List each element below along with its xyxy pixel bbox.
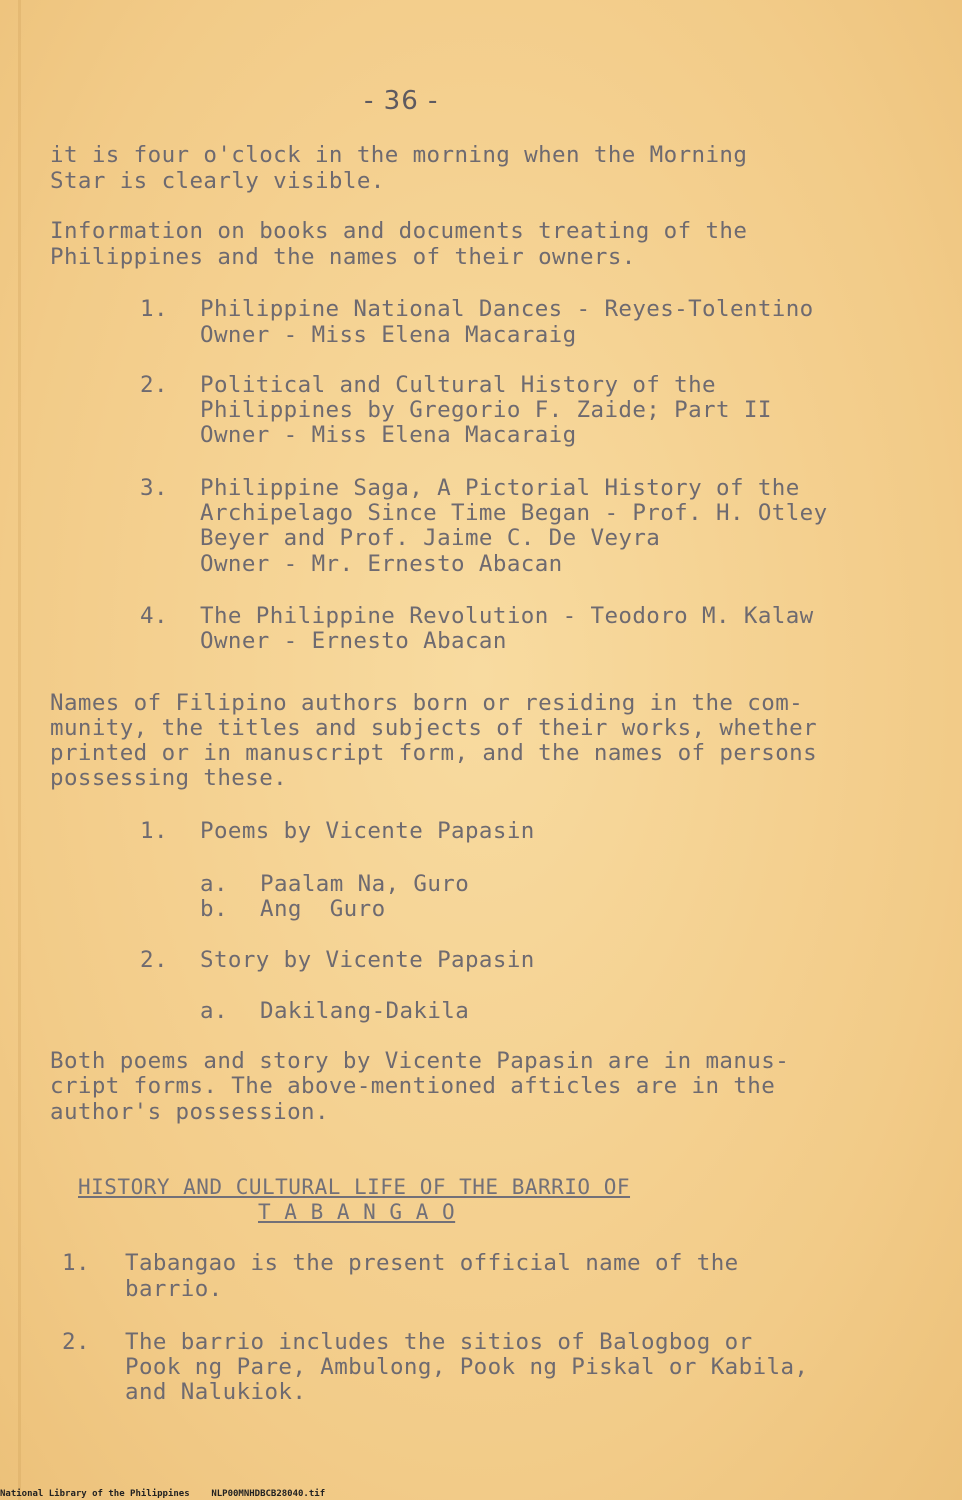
book-item-line: Philippines by Gregorio F. Zaide; Part II	[200, 397, 772, 423]
work-sub-title: Dakilang-Dakila	[260, 998, 470, 1024]
book-item-line: Political and Cultural History of the	[200, 372, 717, 398]
history-item-line: and Nalukiok.	[125, 1379, 307, 1405]
paragraph-4-line: cript forms. The above-mentioned afticles are in the	[50, 1073, 776, 1099]
history-item-line: barrio.	[125, 1276, 223, 1302]
work-sub-letter: b.	[200, 896, 228, 922]
work-item-title: Story by Vicente Papasin	[200, 947, 535, 973]
book-item-line: Owner - Mr. Ernesto Abacan	[200, 551, 563, 577]
work-sub-letter: a.	[200, 998, 228, 1024]
page-number: - 36 -	[364, 86, 439, 116]
book-item-line: Philippine Saga, A Pictorial History of the	[200, 475, 800, 501]
paragraph-3-line: Names of Filipino authors born or residing in the com-	[50, 690, 804, 716]
book-item-number: 1.	[140, 296, 168, 322]
section-heading-line-2: T A B A N G A O	[258, 1200, 456, 1224]
book-item-number: 2.	[140, 372, 168, 398]
page-edge-stain	[18, 0, 21, 1500]
paragraph-2-line: Philippines and the names of their owners.	[50, 244, 636, 270]
history-item-line: Pook ng Pare, Ambulong, Pook ng Piskal or Kabila,	[125, 1354, 809, 1380]
section-heading-line-1: HISTORY AND CULTURAL LIFE OF THE BARRIO OF	[78, 1175, 631, 1199]
book-item-line: Owner - Miss Elena Macaraig	[200, 322, 577, 348]
scan-footer-caption: National Library of the Philippines NLP00MNHDBCB28040.tif	[0, 1489, 326, 1499]
book-item-line: Philippine National Dances - Reyes-Tolentino	[200, 296, 814, 322]
book-item-number: 4.	[140, 603, 168, 629]
work-item-title: Poems by Vicente Papasin	[200, 818, 535, 844]
paragraph-3-line: possessing these.	[50, 765, 288, 791]
paragraph-1-line: it is four o'clock in the morning when the Morning	[50, 142, 748, 168]
paragraph-1-line: Star is clearly visible.	[50, 168, 385, 194]
book-item-line: Archipelago Since Time Began - Prof. H. Otley	[200, 500, 828, 526]
history-item-line: The barrio includes the sitios of Balogbog or	[125, 1329, 753, 1355]
work-item-number: 2.	[140, 947, 168, 973]
history-item-number: 2.	[62, 1329, 90, 1355]
book-item-line: Owner - Ernesto Abacan	[200, 628, 507, 654]
work-sub-letter: a.	[200, 871, 228, 897]
book-item-number: 3.	[140, 475, 168, 501]
history-item-number: 1.	[62, 1250, 90, 1276]
work-item-number: 1.	[140, 818, 168, 844]
book-item-line: Beyer and Prof. Jaime C. De Veyra	[200, 525, 661, 551]
paragraph-4-line: author's possession.	[50, 1099, 329, 1125]
work-sub-title: Paalam Na, Guro	[260, 871, 470, 897]
paragraph-4-line: Both poems and story by Vicente Papasin are in manus-	[50, 1048, 790, 1074]
book-item-line: Owner - Miss Elena Macaraig	[200, 422, 577, 448]
paragraph-3-line: munity, the titles and subjects of their works, whether	[50, 715, 818, 741]
book-item-line: The Philippine Revolution - Teodoro M. Kalaw	[200, 603, 814, 629]
history-item-line: Tabangao is the present official name of the	[125, 1250, 739, 1276]
paragraph-3-line: printed or in manuscript form, and the names of persons	[50, 740, 818, 766]
work-sub-title: Ang Guro	[260, 896, 386, 922]
paragraph-2-line: Information on books and documents treating of the	[50, 218, 748, 244]
